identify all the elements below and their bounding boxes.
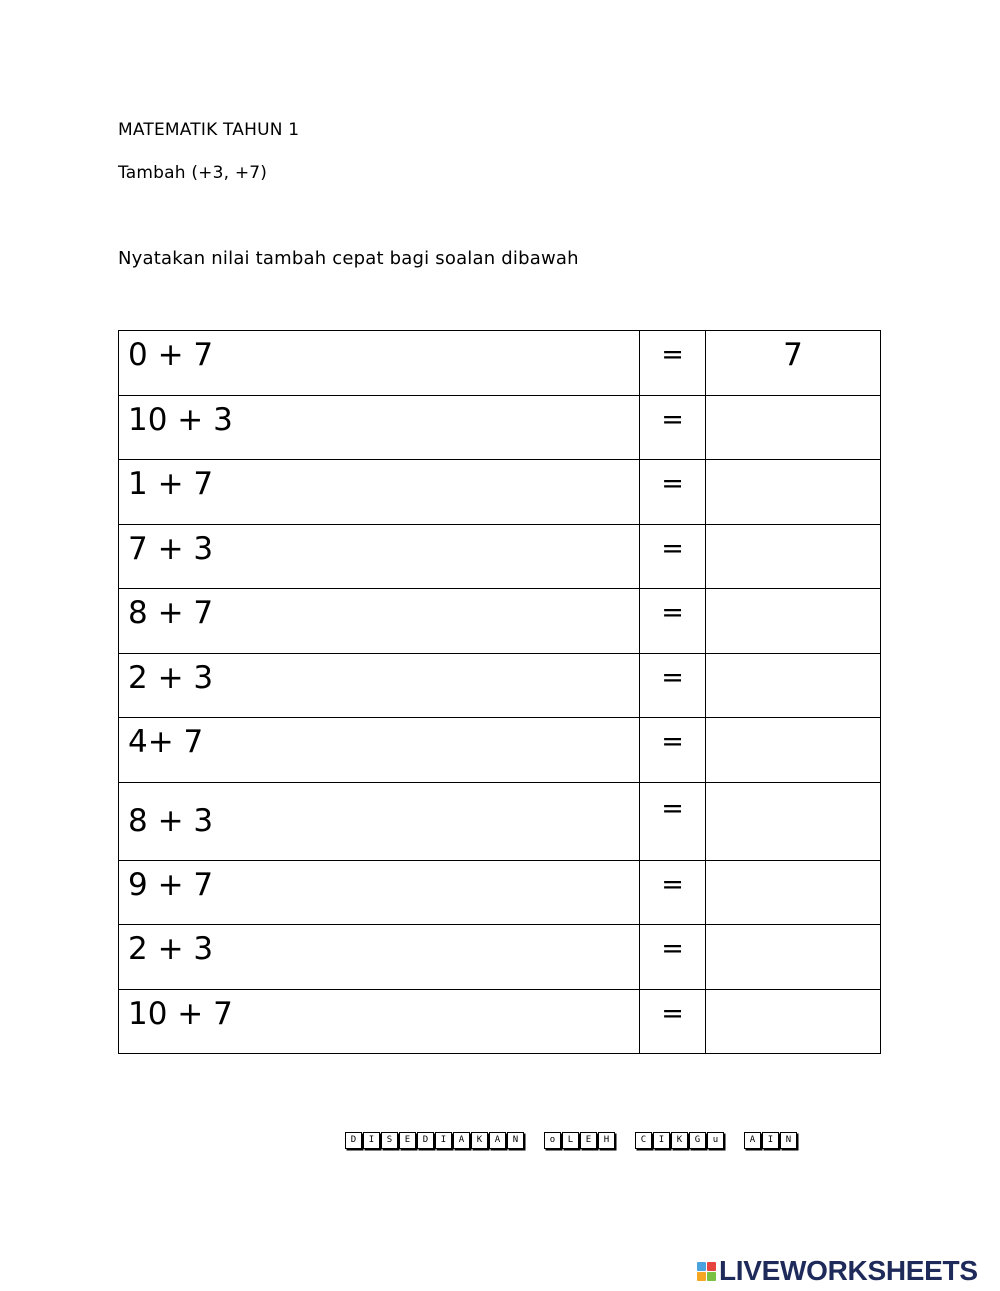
signature-letter-box: I — [653, 1132, 670, 1149]
signature-letter-box: o — [544, 1132, 561, 1149]
worksheet-title: MATEMATIK TAHUN 1 — [118, 120, 300, 140]
question-cell: 1 + 7 — [119, 460, 640, 525]
signature-letter-box: C — [635, 1132, 652, 1149]
question-cell: 9 + 7 — [119, 860, 640, 925]
brand-name: LIVEWORKSHEETS — [719, 1255, 978, 1286]
answer-field[interactable] — [706, 989, 881, 1054]
signature-word — [744, 1132, 797, 1149]
equals-sign: = — [640, 460, 706, 525]
table-row — [119, 653, 881, 718]
equals-sign: = — [640, 395, 706, 460]
signature-letter-box: I — [435, 1132, 452, 1149]
answer-field[interactable] — [706, 653, 881, 718]
answer-field[interactable] — [706, 460, 881, 525]
logo-tile — [697, 1262, 706, 1271]
table-row — [119, 460, 881, 525]
equals-sign: = — [640, 589, 706, 654]
logo-tile — [707, 1262, 716, 1271]
question-cell: 4+ 7 — [119, 718, 640, 783]
equals-sign: = — [640, 925, 706, 990]
question-cell: 0 + 7 — [119, 331, 640, 396]
signature-letter-box: E — [580, 1132, 597, 1149]
signature-letter-box: u — [707, 1132, 724, 1149]
question-cell: 10 + 7 — [119, 989, 640, 1054]
table-row — [119, 718, 881, 783]
answer-field[interactable] — [706, 589, 881, 654]
answer-field[interactable] — [706, 718, 881, 783]
answer-field[interactable] — [706, 860, 881, 925]
prepared-by-signature — [345, 1129, 885, 1151]
answer-field[interactable] — [706, 925, 881, 990]
signature-letter-box: A — [489, 1132, 506, 1149]
table-row — [119, 782, 881, 860]
signature-letter-box: N — [507, 1132, 524, 1149]
table-row — [119, 524, 881, 589]
signature-letter-box: D — [417, 1132, 434, 1149]
equals-sign: = — [640, 653, 706, 718]
answer-field[interactable] — [706, 395, 881, 460]
signature-letter-box: A — [453, 1132, 470, 1149]
question-cell: 8 + 3 — [119, 782, 640, 860]
signature-letter-box: K — [671, 1132, 688, 1149]
signature-letter-box: D — [345, 1132, 362, 1149]
liveworksheets-logo-icon — [697, 1262, 716, 1281]
logo-tile — [707, 1272, 716, 1281]
table-row — [119, 989, 881, 1054]
question-cell: 8 + 7 — [119, 589, 640, 654]
question-cell: 10 + 3 — [119, 395, 640, 460]
liveworksheets-brand — [697, 1256, 978, 1286]
signature-letter-box: G — [689, 1132, 706, 1149]
answer-field[interactable] — [706, 782, 881, 860]
signature-letter-box: N — [780, 1132, 797, 1149]
worksheet-instruction: Nyatakan nilai tambah cepat bagi soalan dibawah — [118, 248, 579, 269]
answer-field[interactable]: 7 — [706, 331, 881, 396]
equals-sign: = — [640, 989, 706, 1054]
signature-letter-box: K — [471, 1132, 488, 1149]
signature-letter-box: I — [762, 1132, 779, 1149]
table-row — [119, 331, 881, 396]
table-row — [119, 925, 881, 990]
signature-letter-box: E — [399, 1132, 416, 1149]
equals-sign: = — [640, 782, 706, 860]
answer-field[interactable] — [706, 524, 881, 589]
signature-letter-box: S — [381, 1132, 398, 1149]
question-cell: 7 + 3 — [119, 524, 640, 589]
logo-tile — [697, 1272, 706, 1281]
signature-word — [544, 1132, 615, 1149]
signature-letter-box: A — [744, 1132, 761, 1149]
table-row — [119, 395, 881, 460]
addition-table — [118, 330, 881, 1054]
signature-word — [345, 1132, 524, 1149]
signature-word — [635, 1132, 724, 1149]
equals-sign: = — [640, 524, 706, 589]
worksheet-subtitle: Tambah (+3, +7) — [118, 163, 268, 183]
signature-letter-box: I — [363, 1132, 380, 1149]
table-row — [119, 860, 881, 925]
equals-sign: = — [640, 718, 706, 783]
equals-sign: = — [640, 331, 706, 396]
equals-sign: = — [640, 860, 706, 925]
signature-letter-box: H — [598, 1132, 615, 1149]
question-cell: 2 + 3 — [119, 925, 640, 990]
question-cell: 2 + 3 — [119, 653, 640, 718]
table-row — [119, 589, 881, 654]
signature-letter-box: L — [562, 1132, 579, 1149]
